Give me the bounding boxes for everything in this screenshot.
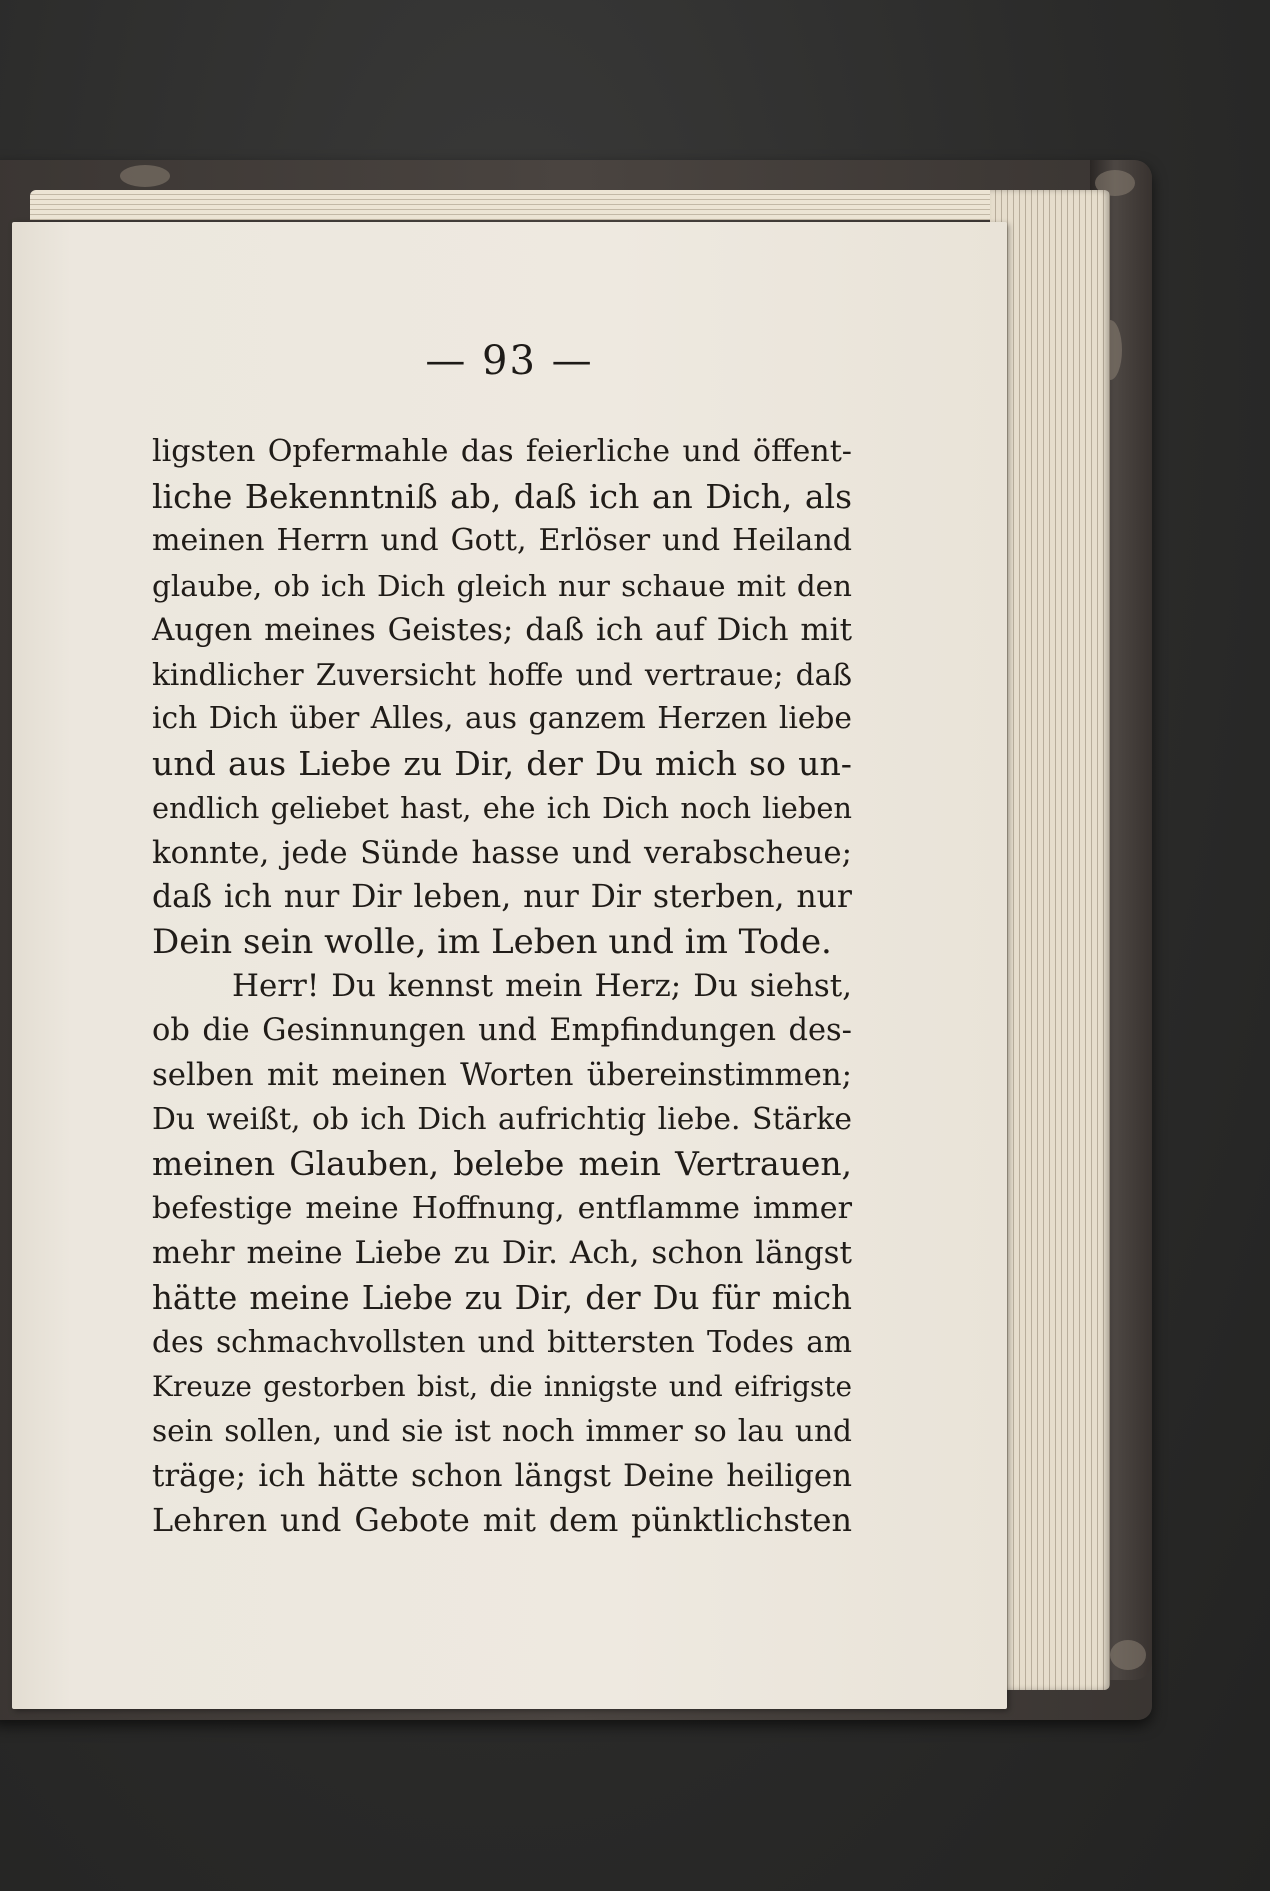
text-line: glaube, ob ich Dich gleich nur schaue mit den xyxy=(152,568,852,603)
text-line: träge; ich hätte schon längst Deine heiligen xyxy=(152,1457,852,1494)
text-line: daß ich nur Dir leben, nur Dir sterben, nur xyxy=(152,879,852,915)
worn-cover-spot xyxy=(120,165,170,187)
text-line: Du weißt, ob ich Dich aufrichtig liebe. Stärke xyxy=(152,1101,852,1137)
text-line: Dein sein wolle, im Leben und im Tode. xyxy=(152,921,832,962)
worn-cover-spot xyxy=(1110,1640,1146,1670)
text-line: ob die Gesinnungen und Empfindungen des- xyxy=(152,1012,852,1048)
text-line: endlich geliebet hast, ehe ich Dich noch lieben xyxy=(152,791,852,825)
page-side-edges xyxy=(990,190,1110,1690)
text-line: mehr meine Liebe zu Dir. Ach, schon längst xyxy=(152,1235,852,1271)
body-text xyxy=(152,430,852,1543)
text-line: Kreuze gestorben bist, die innigste und eifrigste xyxy=(152,1369,852,1403)
text-line: meinen Glauben, belebe mein Vertrauen, xyxy=(152,1144,852,1183)
text-line: des schmachvollsten und bittersten Todes am xyxy=(152,1324,852,1359)
text-line: meinen Herrn und Gott, Erlöser und Heiland xyxy=(152,523,852,558)
text-line: hätte meine Liebe zu Dir, der Du für mich xyxy=(152,1278,852,1317)
text-line: konnte, jede Sünde hasse und verabscheue; xyxy=(152,834,852,871)
text-line: kindlicher Zuversicht hoffe und vertraue; daß xyxy=(152,657,852,692)
page-top-edges xyxy=(30,190,1090,220)
text-line: und aus Liebe zu Dir, der Du mich so un- xyxy=(152,743,852,783)
text-line: ligsten Opfermahle das feierliche und öffent- xyxy=(152,434,852,469)
text-line: befestige meine Hoffnung, entflamme immer xyxy=(152,1190,852,1226)
text-line: liche Bekenntniß ab, daß ich an Dich, als xyxy=(152,476,852,516)
text-line: Herr! Du kennst mein Herz; Du siehst, xyxy=(232,968,852,1004)
text-line: Augen meines Geistes; daß ich auf Dich mit xyxy=(152,612,852,648)
page-number: — 93 — xyxy=(425,338,594,384)
text-line: ich Dich über Alles, aus ganzem Herzen liebe xyxy=(152,701,852,736)
book-page xyxy=(12,222,1007,1709)
text-line: sein sollen, und sie ist noch immer so lau und xyxy=(152,1414,852,1448)
text-line: selben mit meinen Worten übereinstimmen; xyxy=(152,1057,852,1093)
text-line: Lehren und Gebote mit dem pünktlichsten xyxy=(152,1501,852,1539)
